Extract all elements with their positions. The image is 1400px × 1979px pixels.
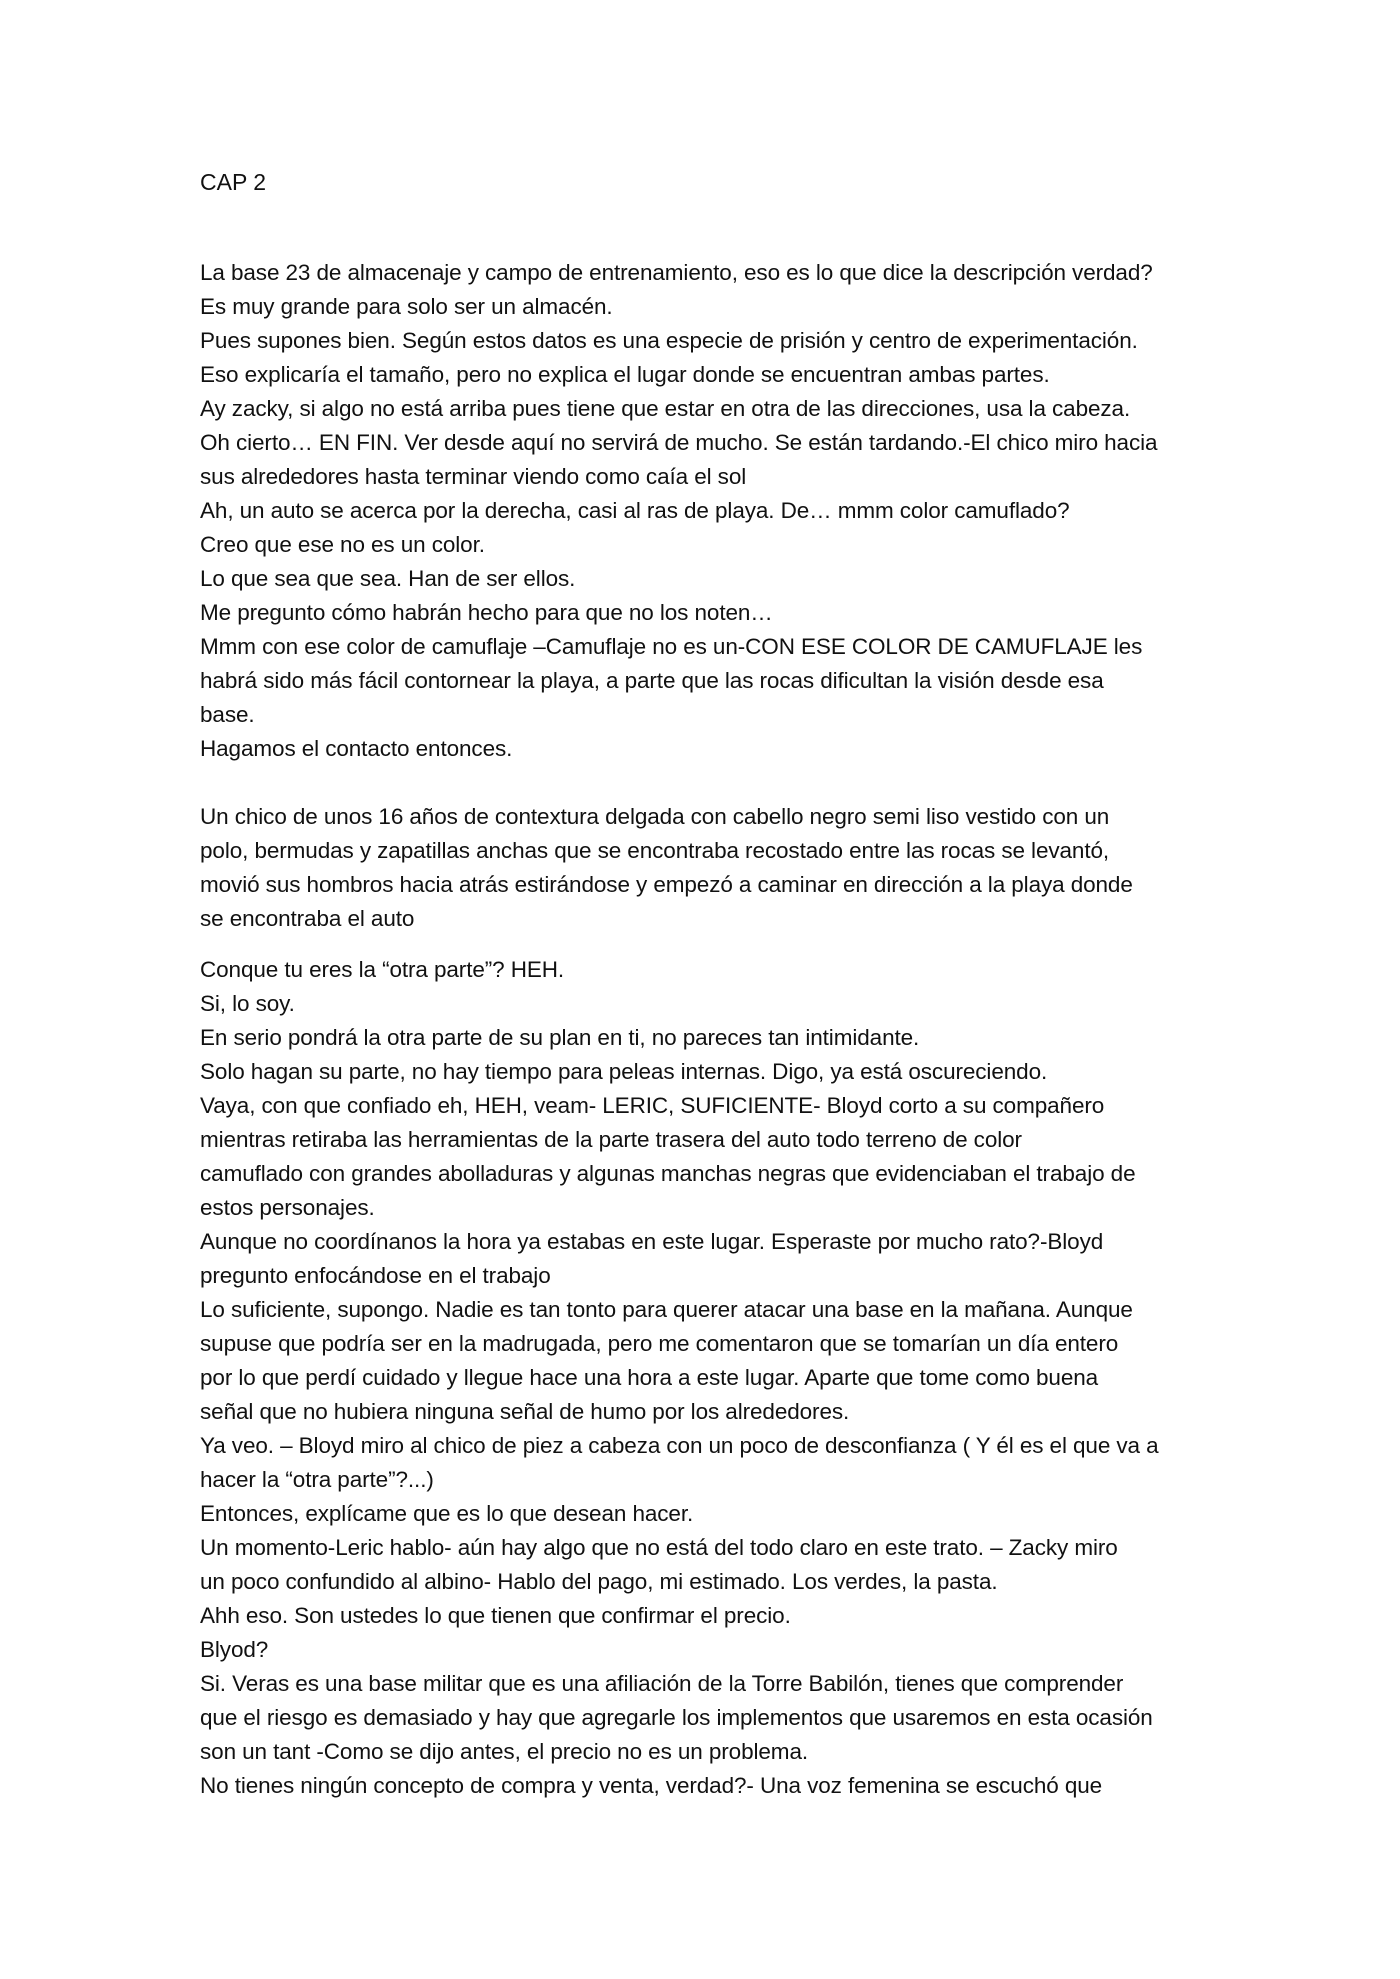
text-line: Conque tu eres la “otra parte”? HEH. — [200, 957, 565, 982]
text-line: sus alrededores hasta terminar viendo como caía el sol — [200, 464, 747, 489]
text-line: habrá sido más fácil contornear la playa, a parte que las rocas dificultan la visión desde esa — [200, 668, 1104, 693]
text-line: hacer la “otra parte”?...) — [200, 1467, 434, 1492]
text-line: un poco confundido al albino- Hablo del pago, mi estimado. Los verdes, la pasta. — [200, 1569, 998, 1594]
text-line: Vaya, con que confiado eh, HEH, veam- LERIC, SUFICIENTE- Bloyd corto a su compañero — [200, 1093, 1105, 1118]
text-line: Lo que sea que sea. Han de ser ellos. — [200, 566, 576, 591]
text-line: Blyod? — [200, 1637, 269, 1662]
text-line: Creo que ese no es un color. — [200, 532, 485, 557]
paragraph-block-dialogue-1 — [200, 256, 1210, 766]
chapter-heading: CAP 2 — [200, 169, 267, 195]
text-line: Pues supones bien. Según estos datos es una especie de prisión y centro de experimentación. — [200, 328, 1138, 353]
text-line: Entonces, explícame que es lo que desean hacer. — [200, 1501, 694, 1526]
text-line: Mmm con ese color de camuflaje –Camuflaje no es un-CON ESE COLOR DE CAMUFLAJE les — [200, 634, 1143, 659]
text-line: señal que no hubiera ninguna señal de humo por los alrededores. — [200, 1399, 850, 1424]
text-line: La base 23 de almacenaje y campo de entrenamiento, eso es lo que dice la descripción verdad? — [200, 260, 1153, 285]
text-line: que el riesgo es demasiado y hay que agregarle los implementos que usaremos en esta ocasión — [200, 1705, 1153, 1730]
text-line: son un tant -Como se dijo antes, el precio no es un problema. — [200, 1739, 809, 1764]
text-line: Si, lo soy. — [200, 991, 295, 1016]
text-line: En serio pondrá la otra parte de su plan en ti, no pareces tan intimidante. — [200, 1025, 920, 1050]
text-line: Es muy grande para solo ser un almacén. — [200, 294, 613, 319]
text-line: Ay zacky, si algo no está arriba pues tiene que estar en otra de las direcciones, usa la cabeza. — [200, 396, 1131, 421]
text-line: Ahh eso. Son ustedes lo que tienen que confirmar el precio. — [200, 1603, 791, 1628]
text-line: polo, bermudas y zapatillas anchas que se encontraba recostado entre las rocas se levantó, — [200, 838, 1110, 863]
text-line: Aunque no coordínanos la hora ya estabas en este lugar. Esperaste por mucho rato?-Bloyd — [200, 1229, 1104, 1254]
text-line: Lo suficiente, supongo. Nadie es tan tonto para querer atacar una base en la mañana. Aunque — [200, 1297, 1133, 1322]
text-line: Solo hagan su parte, no hay tiempo para peleas internas. Digo, ya está oscureciendo. — [200, 1059, 1048, 1084]
text-line: Oh cierto… EN FIN. Ver desde aquí no servirá de mucho. Se están tardando.-El chico miro hacia — [200, 430, 1158, 455]
paragraph-block-narration — [200, 800, 1210, 936]
text-line: estos personajes. — [200, 1195, 375, 1220]
text-line: movió sus hombros hacia atrás estirándose y empezó a caminar en dirección a la playa donde — [200, 872, 1133, 897]
blank-line — [200, 766, 1210, 800]
text-line: camuflado con grandes abolladuras y algunas manchas negras que evidenciaban el trabajo de — [200, 1161, 1136, 1186]
text-line: No tienes ningún concepto de compra y venta, verdad?- Una voz femenina se escuchó que — [200, 1773, 1103, 1798]
text-line: Me pregunto cómo habrán hecho para que no los noten… — [200, 600, 773, 625]
text-line: se encontraba el auto — [200, 906, 415, 931]
text-line: pregunto enfocándose en el trabajo — [200, 1263, 551, 1288]
document-body — [200, 256, 1210, 1803]
text-line: base. — [200, 702, 255, 727]
text-line: Ya veo. – Bloyd miro al chico de piez a cabeza con un poco de desconfianza ( Y él es el que va a — [200, 1433, 1159, 1458]
text-line: Ah, un auto se acerca por la derecha, casi al ras de playa. De… mmm color camuflado? — [200, 498, 1070, 523]
text-line: Eso explicaría el tamaño, pero no explica el lugar donde se encuentran ambas partes. — [200, 362, 1050, 387]
blank-line — [200, 936, 1210, 953]
text-line: Un momento-Leric hablo- aún hay algo que no está del todo claro en este trato. – Zacky miro — [200, 1535, 1118, 1560]
text-line: supuse que podría ser en la madrugada, pero me comentaron que se tomarían un día entero — [200, 1331, 1119, 1356]
text-line: Hagamos el contacto entonces. — [200, 736, 513, 761]
text-line: por lo que perdí cuidado y llegue hace una hora a este lugar. Aparte que tome como buena — [200, 1365, 1099, 1390]
paragraph-block-dialogue-2 — [200, 953, 1210, 1803]
text-line: Si. Veras es una base militar que es una afiliación de la Torre Babilón, tienes que comprender — [200, 1671, 1124, 1696]
text-line: Un chico de unos 16 años de contextura delgada con cabello negro semi liso vestido con un — [200, 804, 1110, 829]
text-line: mientras retiraba las herramientas de la parte trasera del auto todo terreno de color — [200, 1127, 1022, 1152]
